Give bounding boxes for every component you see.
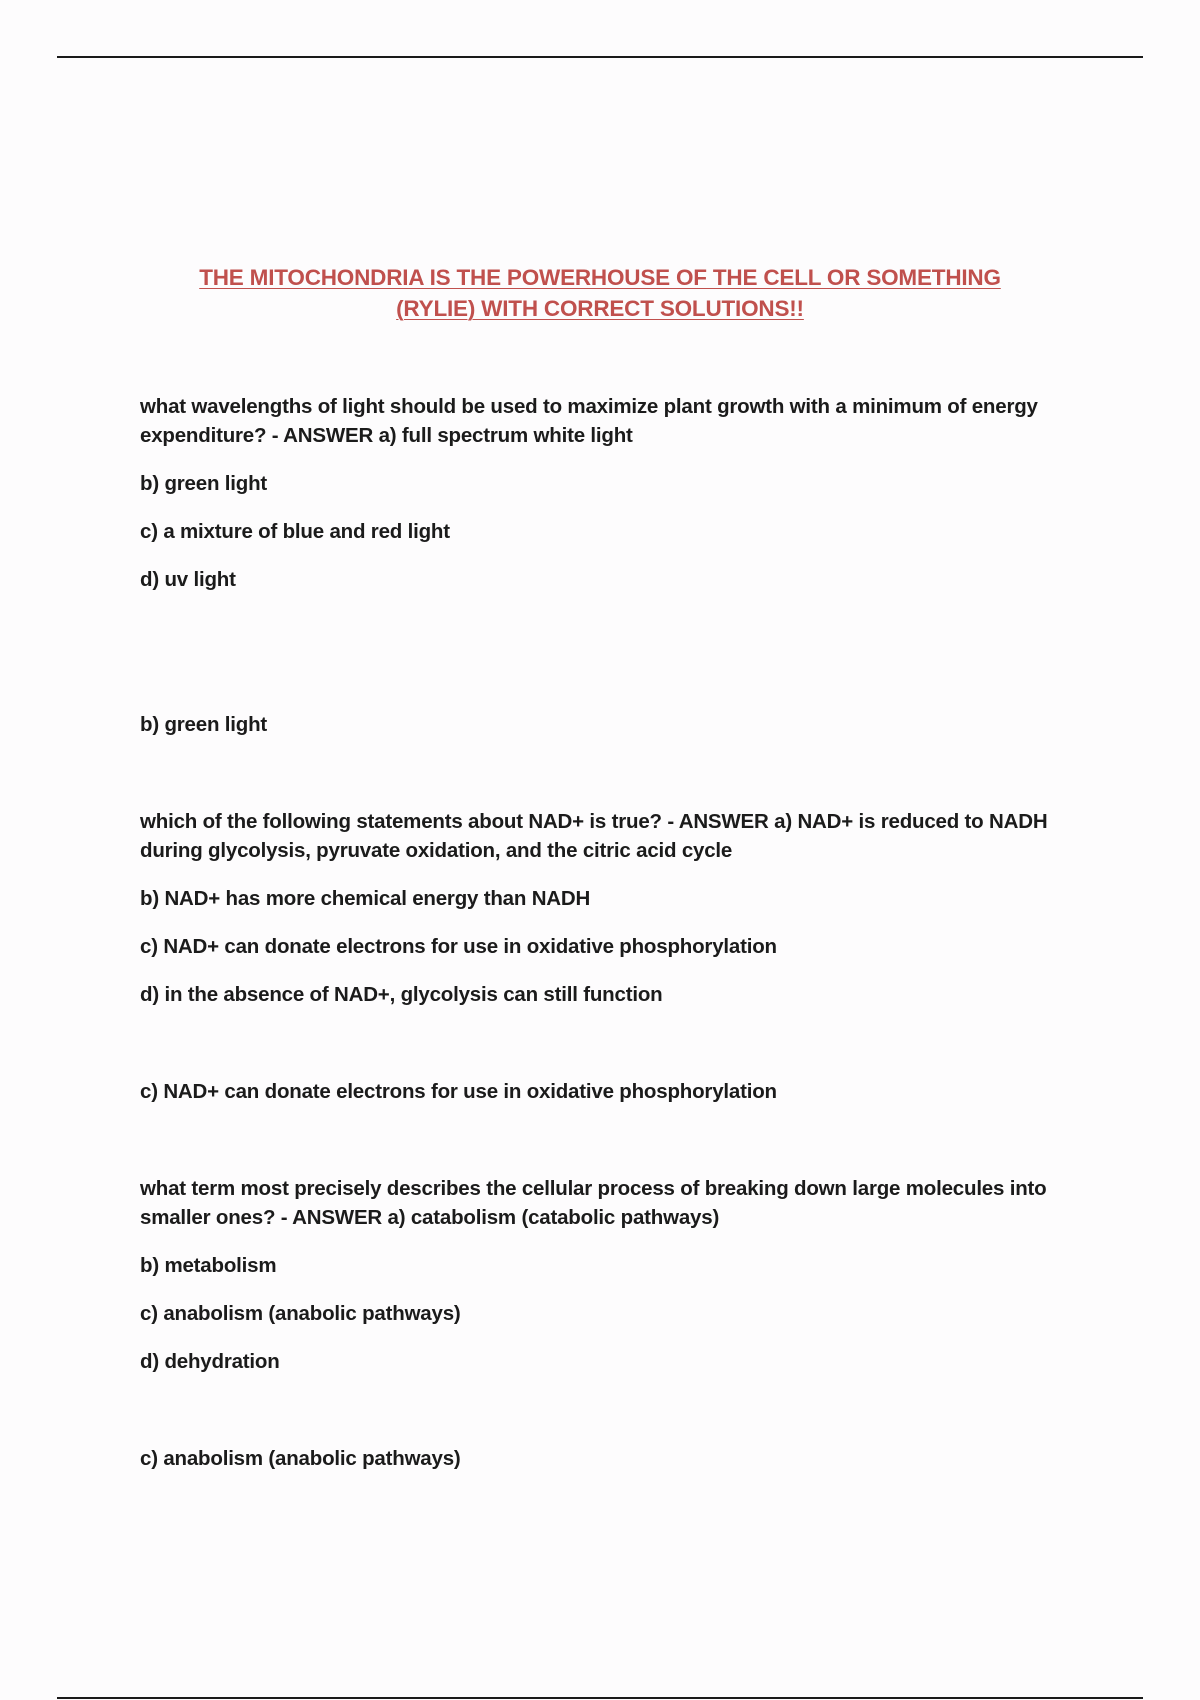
answer-option: c) anabolism (anabolic pathways): [140, 1302, 461, 1325]
answer-option: c) NAD+ can donate electrons for use in oxidative phosphorylation: [140, 935, 777, 958]
bottom-rule: [57, 1697, 1143, 1699]
answer-option: d) uv light: [140, 568, 236, 591]
question-block: [140, 1174, 1070, 1473]
question-block: [140, 392, 1070, 739]
correct-answer: b) green light: [140, 713, 268, 736]
answer-option: b) metabolism: [140, 1254, 277, 1277]
title-line-2: (RYLIE) WITH CORRECT SOLUTIONS!!: [396, 296, 804, 321]
title-line-1: THE MITOCHONDRIA IS THE POWERHOUSE OF THE CELL OR SOMETHING: [199, 265, 1001, 290]
question-text: what term most precisely describes the cellular process of breaking down large molecules into smaller ones? - ANSWER a) catabolism (catabolic pathways): [140, 1177, 1047, 1229]
top-rule: [57, 56, 1143, 58]
answer-option: d) dehydration: [140, 1350, 280, 1373]
answer-option: b) NAD+ has more chemical energy than NADH: [140, 887, 591, 910]
question-text: which of the following statements about NAD+ is true? - ANSWER a) NAD+ is reduced to NADH during glycolysis, pyruvate oxidation, and the citric acid cycle: [140, 810, 1048, 862]
correct-answer: c) NAD+ can donate electrons for use in oxidative phosphorylation: [140, 1080, 777, 1103]
correct-answer: c) anabolism (anabolic pathways): [140, 1447, 461, 1470]
question-list: [140, 392, 1070, 1473]
answer-option: b) green light: [140, 472, 268, 495]
answer-option: c) a mixture of blue and red light: [140, 520, 450, 543]
question-block: [140, 807, 1070, 1106]
question-text: what wavelengths of light should be used to maximize plant growth with a minimum of energy expenditure? - ANSWER a) full spectrum white light: [140, 395, 1038, 447]
document-title: [140, 262, 1060, 324]
answer-option: d) in the absence of NAD+, glycolysis can still function: [140, 983, 663, 1006]
